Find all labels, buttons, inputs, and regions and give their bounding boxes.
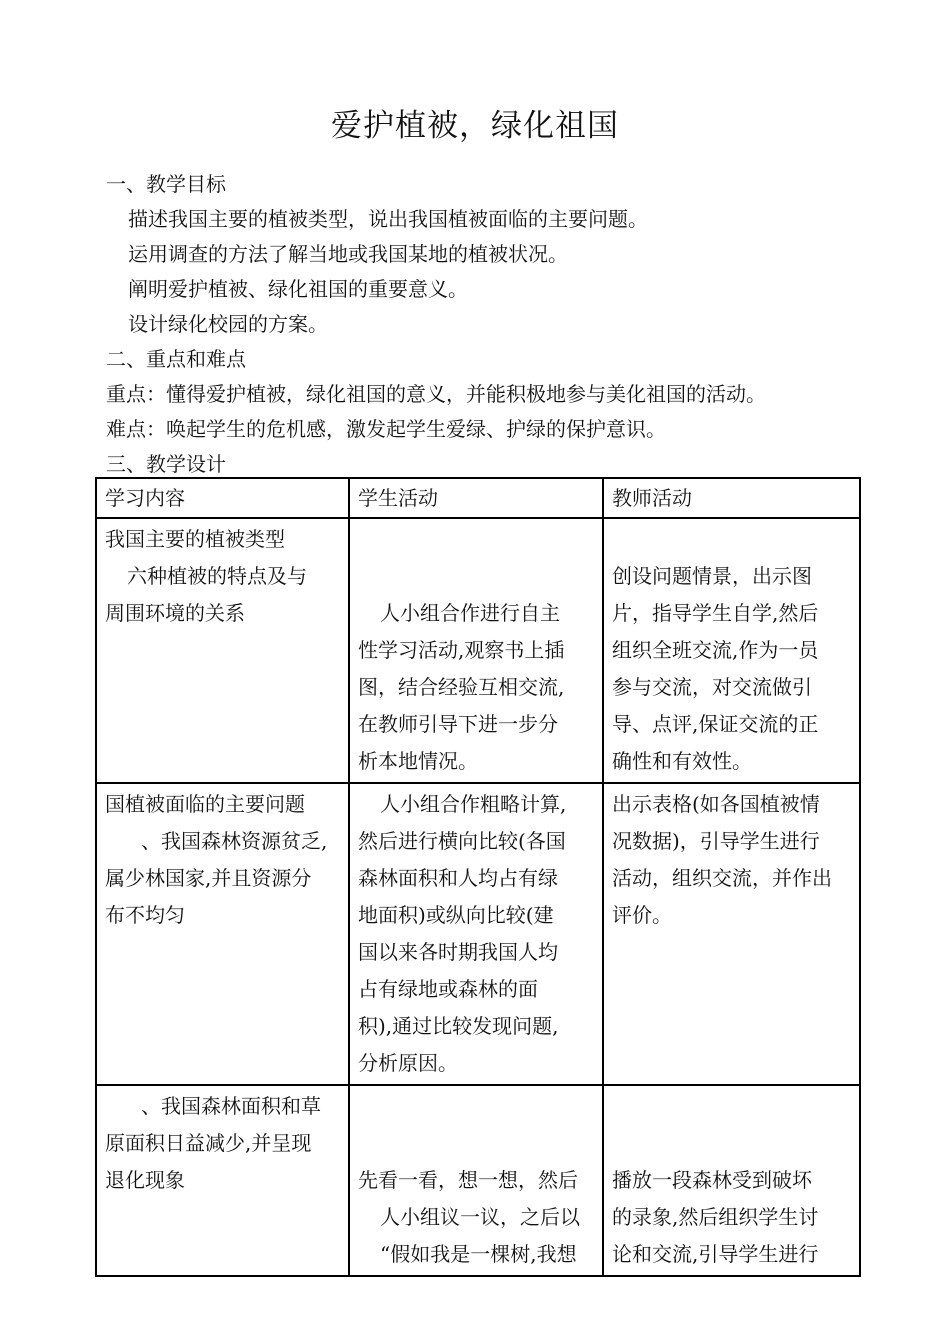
student-cell	[349, 1085, 603, 1276]
cell-text: 创设问题情景，出示图	[612, 564, 812, 588]
cell-text: 人小组议一议，之后以	[380, 1205, 580, 1229]
cell-text: 先看一看，想一想，然后	[358, 1168, 578, 1192]
cell-text: 参与交流，对交流做引	[612, 675, 812, 699]
cell-text: 人小组合作粗略计算,	[380, 792, 567, 816]
document-title: 爱护植被，绿化祖国	[331, 108, 619, 144]
teaching-design-table	[95, 477, 861, 1277]
header-student: 学生活动	[349, 478, 603, 518]
table-row	[96, 518, 860, 783]
header-teacher: 教师活动	[603, 478, 860, 518]
cell-text: 占有绿地或森林的面	[358, 977, 538, 1001]
cell-text: 人小组合作进行自主	[380, 601, 560, 625]
cell-text: 活动，组织交流，并作出	[612, 866, 832, 890]
teacher-cell	[603, 518, 860, 783]
cell-text: 分析原因。	[358, 1051, 458, 1075]
cell-text: 析本地情况。	[358, 749, 478, 773]
teacher-cell	[603, 1085, 860, 1276]
design-heading: 三、教学设计	[106, 452, 226, 476]
cell-text: 的录象,然后组织学生讨	[612, 1205, 819, 1229]
cell-text: 论和交流,引导学生进行	[612, 1242, 819, 1266]
content-cell	[96, 1085, 349, 1276]
cell-text: 片，指导学生自学,然后	[612, 601, 819, 625]
cell-text: 地面积)或纵向比较(建	[358, 903, 554, 927]
goal-item: 设计绿化校园的方案。	[128, 312, 328, 336]
content-cell	[96, 783, 349, 1085]
cell-text: 布不均匀	[105, 903, 185, 927]
cell-text: 国植被面临的主要问题	[105, 792, 305, 816]
key-point: 重点：懂得爱护植被，绿化祖国的意义，并能积极地参与美化祖国的活动。	[106, 382, 766, 406]
cell-text: 国以来各时期我国人均	[358, 940, 558, 964]
cell-text: 况数据)，引导学生进行	[612, 829, 820, 853]
cell-text: 属少林国家,并且资源分	[105, 866, 312, 890]
goal-item: 描述我国主要的植被类型，说出我国植被面临的主要问题。	[128, 207, 648, 231]
student-cell	[349, 783, 603, 1085]
content-cell	[96, 518, 349, 783]
student-cell	[349, 518, 603, 783]
cell-text: 退化现象	[105, 1168, 185, 1192]
cell-text: 组织全班交流,作为一员	[612, 638, 819, 662]
cell-text: 然后进行横向比较(各国	[358, 829, 566, 853]
goals-heading: 一、教学目标	[106, 172, 226, 196]
cell-text: 周围环境的关系	[105, 601, 245, 625]
cell-text: 性学习活动,观察书上插	[358, 638, 565, 662]
cell-text: 导、点评,保证交流的正	[612, 712, 819, 736]
cell-text: 原面积日益减少,并呈现	[105, 1131, 312, 1155]
cell-text: 、我国森林资源贫乏,	[141, 829, 328, 853]
header-content: 学习内容	[96, 478, 349, 518]
cell-text: 评价。	[612, 903, 672, 927]
cell-text: 在教师引导下进一步分	[358, 712, 558, 736]
table-row	[96, 1085, 860, 1276]
table-row	[96, 783, 860, 1085]
teacher-cell	[603, 783, 860, 1085]
cell-text: 出示表格(如各国植被情	[612, 792, 820, 816]
difficult-point: 难点：唤起学生的危机感，激发起学生爱绿、护绿的保护意识。	[106, 417, 666, 441]
table-header-row	[96, 478, 860, 518]
cell-text: 、我国森林面积和草	[141, 1094, 321, 1118]
cell-text: 我国主要的植被类型	[105, 527, 285, 551]
goal-item: 阐明爱护植被、绿化祖国的重要意义。	[128, 277, 468, 301]
cell-text: 积),通过比较发现问题,	[358, 1014, 559, 1038]
cell-text: 图，结合经验互相交流,	[358, 675, 565, 699]
cell-text: “假如我是一棵树,我想	[380, 1242, 577, 1266]
key-heading: 二、重点和难点	[106, 347, 246, 371]
cell-text: 森林面积和人均占有绿	[358, 866, 558, 890]
cell-text: 确性和有效性。	[612, 749, 752, 773]
cell-text: 六种植被的特点及与	[127, 564, 307, 588]
cell-text: 播放一段森林受到破坏	[612, 1168, 812, 1192]
goal-item: 运用调查的方法了解当地或我国某地的植被状况。	[128, 242, 568, 266]
